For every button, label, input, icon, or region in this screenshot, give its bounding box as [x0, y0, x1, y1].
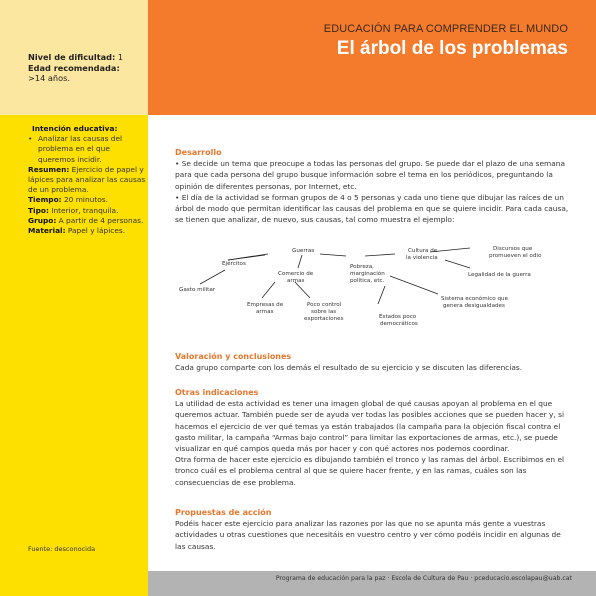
diagram-pobreza-2: marginación — [350, 271, 385, 277]
diagram-pobreza-1: Pobreza, — [350, 264, 374, 270]
intent-bullet — [28, 134, 146, 165]
diagram-poco-control-1: Poco control — [307, 302, 342, 308]
group-row — [28, 216, 146, 226]
diagram-estados-1: Estados poco — [379, 314, 417, 320]
footer-text: Programa de educación para la paz · Escola de Cultura de Pau · pceducacio.escolapau@uab.cat — [275, 575, 572, 582]
diagram-cultura-2: la violencia — [406, 255, 438, 261]
time-row — [28, 195, 146, 205]
desarrollo-heading: Desarrollo — [175, 148, 222, 157]
desarrollo-section — [175, 147, 570, 225]
time-label: Tiempo: — [28, 195, 62, 205]
type-row — [28, 206, 146, 216]
age-value: >14 años. — [28, 73, 70, 83]
diagram-estados-2: democráticos — [380, 321, 418, 327]
difficulty-label: Nivel de dificultad: — [28, 52, 116, 62]
otras-p1: La utilidad de esta actividad es tener una imagen global de qué causas apoyan al problema en el que queremos actuar. También puede ser de ayuda ver todas las posibles acciones que se pueden hacer y, si hacemos el ejercicio de ver qué temas ya están trabajados (la campaña para la objeción fiscal contra el gasto militar, la campaña “Armas bajo control” para limitar las exportaciones de armas, etc.), se puede visualizar en qué campos queda más por hacer y con qué actores nos podemos coordinar. — [175, 399, 565, 454]
diagram-comercio-1: Comercio de — [278, 271, 314, 277]
propuestas-section — [175, 507, 570, 552]
type-label: Tipo: — [28, 205, 49, 215]
bullet-icon: • — [28, 134, 33, 144]
diagram-ejercitos: Ejércitos — [222, 261, 246, 267]
diagram-gasto-militar: Gasto militar — [179, 287, 216, 293]
material-value: Papel y lápices. — [67, 226, 126, 236]
series-title: EDUCACIÓN PARA COMPRENDER EL MUNDO — [323, 23, 568, 35]
diagram-empresas-2: armas — [256, 309, 274, 315]
source-note: Fuente: desconocida — [28, 545, 96, 553]
desarrollo-p2: • El día de la actividad se forman grupos de 4 o 5 personas y cada uno tiene que dibujar las raíces de un árbol de modo que permitan identificar las causas del problema en que se quiere incidir. Para cada causa, se tienen que analizar, de nuevo, sus causas, tal como muestra el ejemplo: — [175, 192, 569, 225]
otras-section — [175, 387, 570, 488]
diagram-poco-control-3: exportaciones — [304, 316, 344, 322]
otras-heading: Otras indicaciones — [175, 388, 259, 397]
group-label: Grupo: — [28, 215, 57, 225]
diagram-poco-control-2: sobre las — [311, 309, 337, 315]
time-value: 20 minutos. — [63, 195, 108, 205]
summary-value: Ejercicio de papel y lápices para analizar las causas de un problema. — [28, 164, 146, 195]
page-title: El árbol de los problemas — [336, 38, 568, 59]
desarrollo-p1: • Se decide un tema que preocupe a todas las personas del grupo. Se puede dar el plazo de una semana para que cada persona del grupo busque información sobre el tema en los periódicos, preguntando la opinión de diferentes personas, por Internet, etc. — [175, 159, 565, 191]
age-label: Edad recomendada: — [28, 62, 120, 73]
diagram-guerras: Guerras — [292, 248, 315, 254]
diagram-cultura-1: Cultura de — [408, 248, 438, 254]
group-value: A partir de 4 personas. — [58, 215, 144, 225]
diagram-legalidad: Legalidad de la guerra — [468, 272, 531, 278]
diagram-sistema-2: genera desigualdades — [443, 303, 505, 309]
propuestas-heading: Propuestas de acción — [175, 508, 272, 517]
problem-tree-diagram — [170, 240, 580, 340]
intent-text: Analizar las causas del problema en el que queremos incidir. — [38, 134, 123, 164]
diagram-sistema-1: Sistema económico que — [441, 296, 509, 302]
diagram-pobreza-3: política, etc. — [350, 278, 385, 284]
material-label: Material: — [28, 226, 66, 236]
sidebar-details — [28, 124, 146, 236]
valoracion-text: Cada grupo comparte con los demás el resultado de su ejercicio y se discuten las diferencias. — [175, 363, 523, 373]
type-value: Interior, tranquila. — [51, 205, 119, 215]
difficulty-value: 1 — [117, 52, 124, 62]
diagram-discursos-2: promueven el odio — [489, 253, 542, 259]
valoracion-heading: Valoración y conclusiones — [175, 352, 292, 361]
propuestas-text: Podéis hacer este ejercicio para analizar las razones por las que no se apunta más gente a vuestras actividades u otras cuestiones que necesitáis en vuestro centro y ver cómo podéis incidir en algunas de las causas. — [175, 519, 561, 551]
meta-info — [28, 52, 143, 84]
intent-title: Intención educativa: — [32, 124, 118, 133]
diagram-comercio-2: armas — [287, 278, 305, 284]
valoracion-section — [175, 351, 570, 373]
diagram-discursos-1: Discursos que — [493, 246, 533, 252]
diagram-empresas-1: Empresas de — [247, 302, 284, 308]
material-row — [28, 226, 146, 236]
otras-p2: Otra forma de hacer este ejercicio es dibujando también el tronco y las ramas del árbol. Escribimos en el tronco cuál es el problema central al que se quiere hacer frente, y en las ramas, cuáles son las consecuencias de ese problema. — [175, 455, 565, 487]
summary-label: Resumen: — [28, 164, 70, 174]
summary-row — [28, 165, 146, 196]
